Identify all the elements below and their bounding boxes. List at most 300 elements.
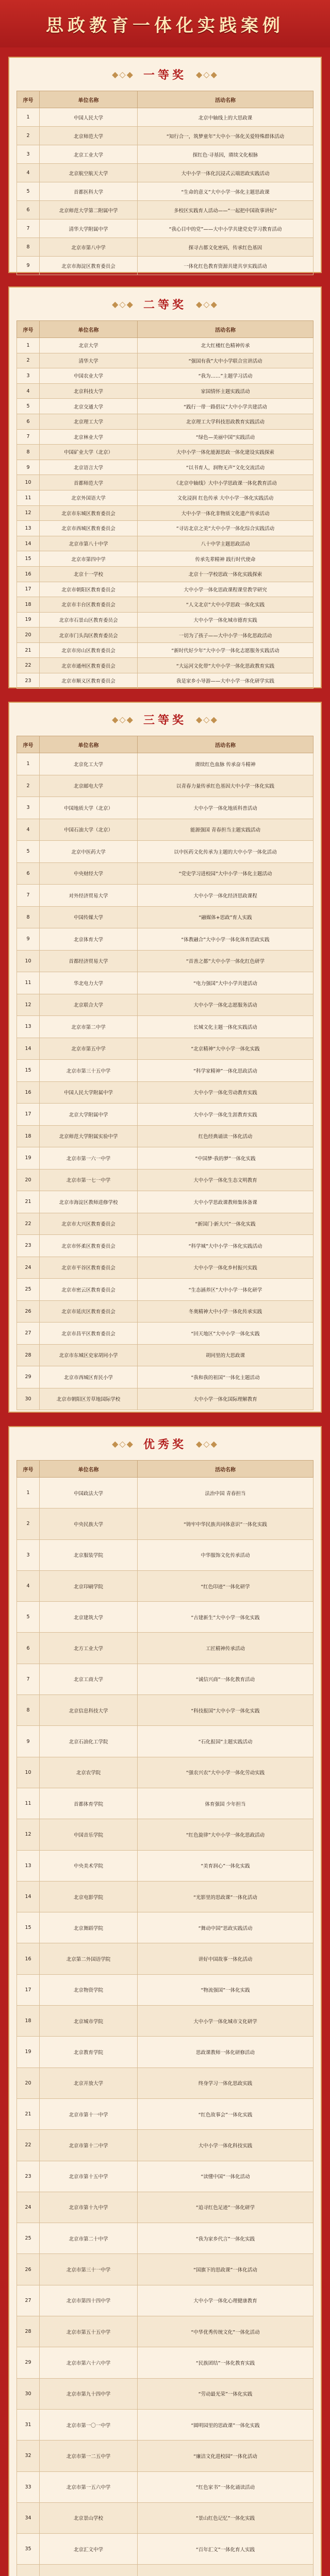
activity-name: “追寻红色足迹”一体化研学 <box>138 2192 314 2223</box>
unit-name: 北京语言大学 <box>40 460 138 475</box>
table-row <box>17 566 314 582</box>
row-index: 2 <box>17 353 40 368</box>
unit-name: 中央财经大学 <box>40 862 138 885</box>
unit-name: 北京市第六十六中学 <box>40 2347 138 2378</box>
row-index: 3 <box>17 1539 40 1570</box>
table-row <box>17 841 314 863</box>
row-index: 10 <box>17 1757 40 1788</box>
row-index: 5 <box>17 841 40 863</box>
row-index: 9 <box>17 1726 40 1757</box>
first-prize-section <box>8 57 322 273</box>
unit-name: 中央美术学院 <box>40 1850 138 1881</box>
second-prize-section <box>8 286 322 688</box>
activity-name: “廉洁文化进校园”一体化活动 <box>138 2441 314 2471</box>
section-heading <box>16 1427 314 1460</box>
activity-name: 北大红楼红色精神传承 <box>138 338 314 353</box>
unit-name: 中国传媒大学 <box>40 906 138 928</box>
table-row <box>17 505 314 521</box>
activity-name: 大中小学一体化心理健康教育 <box>138 2285 314 2316</box>
row-index: 5 <box>17 399 40 414</box>
activity-name: “电力强国”大中小学共建活动 <box>138 972 314 994</box>
activity-name: 一切为了孩子——大中小学一体化思政活动 <box>138 628 314 643</box>
unit-name: 北京开放大学 <box>40 2067 138 2098</box>
column-header-unit: 单位名称 <box>40 1461 138 1478</box>
row-index: 15 <box>17 1060 40 1082</box>
activity-name: 以青春力量传承红色基因大中小学一体化实践 <box>138 775 314 797</box>
unit-name <box>40 2565 138 2576</box>
unit-name: 北京市东城区教育委员会 <box>40 505 138 521</box>
column-header-unit: 单位名称 <box>40 91 138 108</box>
table-row <box>17 2130 314 2161</box>
table-row <box>17 2161 314 2192</box>
activity-name: “红色家书”一体化诵读活动 <box>138 2471 314 2502</box>
unit-name: 首都经济贸易大学 <box>40 950 138 972</box>
table-row <box>17 127 314 145</box>
row-index: 7 <box>17 885 40 907</box>
table-row <box>17 972 314 994</box>
row-index: 25 <box>17 2223 40 2254</box>
activity-name: “大运河文化带”大中小学一体化思政教育实践 <box>138 658 314 673</box>
table-row <box>17 1726 314 1757</box>
table-row <box>17 2006 314 2037</box>
row-index <box>17 2565 40 2576</box>
ornament-icon: ◆◇◆ <box>196 69 218 79</box>
activity-name: 大中小学思政课教师集体备课 <box>138 1191 314 1213</box>
column-header-unit: 单位名称 <box>40 736 138 753</box>
activity-name: “新国门·新大兴”一体化实践 <box>138 1213 314 1235</box>
row-index: 21 <box>17 642 40 658</box>
unit-name: 中国人民大学 <box>40 108 138 127</box>
table-row <box>17 1366 314 1388</box>
table-row <box>17 2378 314 2409</box>
unit-name: 北京景山学校 <box>40 2502 138 2533</box>
activity-name: 工匠精神传承活动 <box>138 1633 314 1664</box>
activity-name: 北京十一学校思政一体化实践探索 <box>138 566 314 582</box>
unit-name: 北京交通大学 <box>40 399 138 414</box>
table-row <box>17 2502 314 2533</box>
row-index: 13 <box>17 1016 40 1038</box>
table-row <box>17 753 314 775</box>
row-index: 8 <box>17 906 40 928</box>
row-index: 14 <box>17 536 40 551</box>
row-index: 15 <box>17 1912 40 1943</box>
ornament-icon: ◆◇◆ <box>196 714 218 724</box>
row-index: 17 <box>17 1104 40 1126</box>
row-index: 2 <box>17 775 40 797</box>
table-row <box>17 1344 314 1366</box>
unit-name: 北京市第十五中学 <box>40 2161 138 2192</box>
unit-name: 北京市海淀区教师进修学校 <box>40 1191 138 1213</box>
table-row <box>17 2098 314 2129</box>
table-row <box>17 1633 314 1664</box>
row-index: 2 <box>17 127 40 145</box>
title-banner <box>0 0 330 47</box>
unit-name: 北京教育学院 <box>40 2037 138 2067</box>
row-index: 28 <box>17 2316 40 2347</box>
unit-name: 北京市顺义区教育委员会 <box>40 673 138 689</box>
activity-name: “我为家乡代言”一体化实践 <box>138 2223 314 2254</box>
unit-name: 北京市第五十五中学 <box>40 2316 138 2347</box>
column-header-index: 序号 <box>17 736 40 753</box>
table-row <box>17 145 314 164</box>
unit-name: 北京师范大学第二附属中学 <box>40 201 138 219</box>
row-index: 17 <box>17 1974 40 2005</box>
activity-name: “科学城”大中小学一体化实践活动 <box>138 1235 314 1257</box>
table-row <box>17 383 314 399</box>
table-row <box>17 551 314 567</box>
table-row <box>17 1695 314 1726</box>
section-heading <box>16 287 314 320</box>
unit-name: 北京市第三十一中学 <box>40 2254 138 2285</box>
activity-name: “景山红色记忆”一体化实践 <box>138 2502 314 2533</box>
unit-name: 北京理工大学 <box>40 414 138 429</box>
unit-name: 北京工业大学 <box>40 145 138 164</box>
activity-name: “中华优秀传统文化”一体化活动 <box>138 2316 314 2347</box>
table-row <box>17 906 314 928</box>
section-heading <box>16 703 314 736</box>
activity-name: 探红色·寻基因，赓续文化根脉 <box>138 145 314 164</box>
row-index: 1 <box>17 108 40 127</box>
unit-name: 北京市平谷区教育委员会 <box>40 1257 138 1279</box>
table-row <box>17 536 314 551</box>
row-index: 13 <box>17 521 40 536</box>
table-row <box>17 338 314 353</box>
table-row <box>17 460 314 475</box>
row-index: 1 <box>17 1478 40 1509</box>
table-row <box>17 1478 314 1509</box>
activity-name: 大中小学一体化地质科普活动 <box>138 797 314 819</box>
activity-name: 能源强国 青春担当主题实践活动 <box>138 819 314 841</box>
table-row <box>17 612 314 628</box>
row-index: 2 <box>17 1509 40 1539</box>
table-row <box>17 1912 314 1943</box>
table-row <box>17 2534 314 2565</box>
table-row <box>17 368 314 384</box>
table-row <box>17 1169 314 1191</box>
activity-name: 赓续红色血脉 传承奋斗精神 <box>138 753 314 775</box>
unit-name: 北京汇文中学 <box>40 2534 138 2565</box>
activity-name: “生态涵养区”大中小学一体化研学 <box>138 1279 314 1301</box>
unit-name: 北京外国语大学 <box>40 490 138 505</box>
table-row <box>17 928 314 951</box>
table-row <box>17 628 314 643</box>
row-index: 5 <box>17 1602 40 1633</box>
unit-name: 北京市门头沟区教育委员会 <box>40 628 138 643</box>
table-row <box>17 994 314 1016</box>
row-index: 8 <box>17 238 40 257</box>
unit-name: 北京市第五中学 <box>40 1038 138 1060</box>
table-row <box>17 1191 314 1213</box>
row-index: 18 <box>17 597 40 613</box>
unit-name: 中国矿业大学（北京） <box>40 445 138 460</box>
unit-name: 中国地质大学（北京） <box>40 797 138 819</box>
unit-name: 北京化工大学 <box>40 753 138 775</box>
row-index: 22 <box>17 1213 40 1235</box>
activity-name: 大中小学一体化乡村振兴实践 <box>138 1257 314 1279</box>
table-row <box>17 1388 314 1410</box>
activity-name: 大中小学一体化能源思政一体化建设实践探索 <box>138 445 314 460</box>
unit-name: 北京市朝阳区教育委员会 <box>40 582 138 597</box>
unit-name: 北京市第一二五中学 <box>40 2441 138 2471</box>
activity-name: 体育强国 少年担当 <box>138 1788 314 1819</box>
row-index: 20 <box>17 1169 40 1191</box>
unit-name: 北京电影学院 <box>40 1881 138 1912</box>
activity-name: 大中小学一体化生态文明教育 <box>138 1169 314 1191</box>
row-index: 19 <box>17 2037 40 2067</box>
unit-name: 北京林业大学 <box>40 429 138 445</box>
unit-name: 清华大学附属中学 <box>40 219 138 238</box>
unit-name: 北京物资学院 <box>40 1974 138 2005</box>
unit-name: 北京市第八十中学 <box>40 536 138 551</box>
activity-name: 北京理工大学科技思政教育实践活动 <box>138 414 314 429</box>
table-row <box>17 1664 314 1694</box>
row-index: 23 <box>17 673 40 689</box>
row-index: 18 <box>17 1125 40 1147</box>
unit-name: 首都医科大学 <box>40 182 138 201</box>
table-row <box>17 1147 314 1170</box>
activity-name: “石化报国”主题实践活动 <box>138 1726 314 1757</box>
activity-name: “舞动中国”思政实践活动 <box>138 1912 314 1943</box>
activity-name: “以书育人，润物无声”文化交流活动 <box>138 460 314 475</box>
row-index: 35 <box>17 2534 40 2565</box>
unit-name: 北京邮电大学 <box>40 775 138 797</box>
activity-name: 以中医药文化传承为主题的大中小学一体化活动 <box>138 841 314 863</box>
table-row <box>17 819 314 841</box>
row-index: 9 <box>17 460 40 475</box>
activity-name: 红色经典诵读一体化活动 <box>138 1125 314 1147</box>
row-index: 9 <box>17 928 40 951</box>
activity-name: 长城文化主题一体化实践活动 <box>138 1016 314 1038</box>
row-index: 8 <box>17 445 40 460</box>
unit-name: 北京大学附属中学 <box>40 1104 138 1126</box>
column-header-index: 序号 <box>17 91 40 108</box>
table-row <box>17 257 314 275</box>
unit-name: 北京市丰台区教育委员会 <box>40 597 138 613</box>
column-header-unit: 单位名称 <box>40 321 138 338</box>
unit-name: 北京大学 <box>40 338 138 353</box>
unit-name: 北京农学院 <box>40 1757 138 1788</box>
activity-name: “绿色—美丽中国”实践活动 <box>138 429 314 445</box>
row-index: 4 <box>17 819 40 841</box>
table-row <box>17 642 314 658</box>
table-row <box>17 429 314 445</box>
activity-name: “党史学习进校园”大中小学一体化主题活动 <box>138 862 314 885</box>
activity-name: 家国情怀主题实践活动 <box>138 383 314 399</box>
ornament-icon: ◆◇◆ <box>112 299 134 309</box>
unit-name: 中国音乐学院 <box>40 1819 138 1850</box>
ornament-icon: ◆◇◆ <box>196 299 218 309</box>
activity-name: “百年汇文”一体化育人实践 <box>138 2534 314 2565</box>
table-row <box>17 2316 314 2347</box>
unit-name: 北京市第九十四中学 <box>40 2378 138 2409</box>
activity-name: 大中小学一体化生涯教育实践 <box>138 1104 314 1126</box>
table-row <box>17 1788 314 1819</box>
unit-name: 北京科技大学 <box>40 383 138 399</box>
row-index: 6 <box>17 201 40 219</box>
unit-name: 北京市昌平区教育委员会 <box>40 1323 138 1345</box>
table-row <box>17 414 314 429</box>
activity-name: 大中小学一体化非物质文化遗产传承活动 <box>138 505 314 521</box>
table-header <box>17 91 314 108</box>
activity-name: 讲好中国故事一体化活动 <box>138 1943 314 1974</box>
table-row <box>17 1060 314 1082</box>
row-index: 21 <box>17 1191 40 1213</box>
activity-name: “践行一带一路倡议”大中小学共建活动 <box>138 399 314 414</box>
unit-name: 北京十一学校 <box>40 566 138 582</box>
table-row <box>17 353 314 368</box>
table-row <box>17 1974 314 2005</box>
table-row <box>17 182 314 201</box>
table-row <box>17 775 314 797</box>
activity-name: 探寻古都文化密码，传承红色基因 <box>138 238 314 257</box>
table-header <box>17 321 314 338</box>
table-row <box>17 238 314 257</box>
row-index: 3 <box>17 368 40 384</box>
unit-name: 北京城市学院 <box>40 2006 138 2037</box>
table-row <box>17 521 314 536</box>
unit-name: 对外经济贸易大学 <box>40 885 138 907</box>
table-row <box>17 1323 314 1345</box>
ornament-icon: ◆◇◆ <box>112 1438 134 1449</box>
row-index: 27 <box>17 2285 40 2316</box>
activity-name: “我为……”主题学习活动 <box>138 368 314 384</box>
unit-name: 北京市第一〇一中学 <box>40 2409 138 2440</box>
row-index: 11 <box>17 490 40 505</box>
unit-name: 北京第二外国语学院 <box>40 1943 138 1974</box>
activity-name: 我是家乡小导游——大中小学一体化研学实践 <box>138 673 314 689</box>
row-index: 4 <box>17 383 40 399</box>
row-index: 22 <box>17 658 40 673</box>
activity-name: “美育润心”一体化实践 <box>138 1850 314 1881</box>
unit-name: 北京市西城区育民小学 <box>40 1366 138 1388</box>
row-index: 10 <box>17 475 40 490</box>
unit-name: 北京市朝阳区芳草地国际学校 <box>40 1388 138 1410</box>
table-row <box>17 2067 314 2098</box>
activity-name: “物流强国”一体化实践 <box>138 1974 314 2005</box>
activity-name: 大中小学一体化国际理解教育 <box>138 1388 314 1410</box>
unit-name: 中国石油大学（北京） <box>40 819 138 841</box>
activity-name: “国旗下的思政课”一体化活动 <box>138 2254 314 2285</box>
table-row <box>17 399 314 414</box>
row-index: 9 <box>17 257 40 275</box>
row-index: 22 <box>17 2130 40 2161</box>
row-index: 16 <box>17 1081 40 1104</box>
row-index: 1 <box>17 338 40 353</box>
table-row <box>17 797 314 819</box>
table-row <box>17 862 314 885</box>
row-index: 7 <box>17 1664 40 1694</box>
row-index: 7 <box>17 429 40 445</box>
activity-name: 中华服饰文化传承活动 <box>138 1539 314 1570</box>
row-index: 26 <box>17 1300 40 1323</box>
row-index: 11 <box>17 1788 40 1819</box>
row-index: 28 <box>17 1344 40 1366</box>
table-row <box>17 2409 314 2440</box>
row-index: 11 <box>17 972 40 994</box>
row-index: 29 <box>17 1366 40 1388</box>
section-title: 二等奖 <box>143 298 187 312</box>
unit-name: 北京市房山区教育委员会 <box>40 642 138 658</box>
activity-name: 大中小学一体化志愿服务活动 <box>138 994 314 1016</box>
unit-name: 北京工商大学 <box>40 1664 138 1694</box>
table-row <box>17 1279 314 1301</box>
activity-name: 北京中轴线上的大思政课 <box>138 108 314 127</box>
table-header <box>17 736 314 753</box>
activity-name: “我心目中的党”——大中小学共建党史学习教育活动 <box>138 219 314 238</box>
award-table <box>16 320 314 689</box>
activity-name: 传承先辈精神 践行时代使命 <box>138 551 314 567</box>
column-header-index: 序号 <box>17 321 40 338</box>
activity-name: 大中小学一体化劳动教育实践 <box>138 1081 314 1104</box>
table-row <box>17 1570 314 1601</box>
row-index: 26 <box>17 2254 40 2285</box>
table-row <box>17 1881 314 1912</box>
row-index: 33 <box>17 2471 40 2502</box>
table-row <box>17 1300 314 1323</box>
table-row <box>17 2471 314 2502</box>
unit-name: 北京服装学院 <box>40 1539 138 1570</box>
row-index: 12 <box>17 505 40 521</box>
table-row <box>17 2037 314 2067</box>
row-index: 14 <box>17 1881 40 1912</box>
activity-name: “融媒体+思政”育人实践 <box>138 906 314 928</box>
unit-name: 北京市通州区教育委员会 <box>40 658 138 673</box>
table-row <box>17 108 314 127</box>
table-row <box>17 950 314 972</box>
row-index: 6 <box>17 862 40 885</box>
table-row <box>17 2441 314 2471</box>
table-row <box>17 1104 314 1126</box>
row-index: 1 <box>17 753 40 775</box>
row-index: 16 <box>17 566 40 582</box>
unit-name: 北京市海淀区教育委员会 <box>40 257 138 275</box>
table-row <box>17 219 314 238</box>
row-index: 5 <box>17 182 40 201</box>
activity-name: “圆明园里的思政课”一体化实践 <box>138 2409 314 2440</box>
unit-name: 首都师范大学 <box>40 475 138 490</box>
row-index: 7 <box>17 219 40 238</box>
activity-name: 一体化红色教育资源共建共享实践活动 <box>138 257 314 275</box>
section-heading <box>16 58 314 91</box>
activity-name: 文化浸润 红色传承 大中小学一体化实践活动 <box>138 490 314 505</box>
activity-name: “科技报国”大中小学一体化实践 <box>138 1695 314 1726</box>
unit-name: 北京市第十二中学 <box>40 2130 138 2161</box>
table-row <box>17 1757 314 1788</box>
table-row <box>17 1943 314 1974</box>
activity-name: 大中小学一体化思政课程课堂教学研究 <box>138 582 314 597</box>
activity-name: “民族团结”一体化教育实践 <box>138 2347 314 2378</box>
activity-name: “古建新生”大中小学一体化实践 <box>138 1602 314 1633</box>
row-index: 21 <box>17 2098 40 2129</box>
third-prize-section <box>8 702 322 1413</box>
row-index: 6 <box>17 414 40 429</box>
unit-name: 北京市第二中学 <box>40 1016 138 1038</box>
table-row <box>17 2285 314 2316</box>
table-row <box>17 673 314 689</box>
activity-name: “知行合一，筑梦童年”大中小一体化关爱特殊群体活动 <box>138 127 314 145</box>
activity-name: “诚信兴商”一体化教育活动 <box>138 1664 314 1694</box>
activity-name: 大中小学一体化城市文化研学 <box>138 2006 314 2037</box>
unit-name: 北京市西城区教育委员会 <box>40 521 138 536</box>
row-index: 13 <box>17 1850 40 1881</box>
activity-name: “科学家精神”一体化思政活动 <box>138 1060 314 1082</box>
activity-name: “我和我的祖国”一体化主题活动 <box>138 1366 314 1388</box>
unit-name: 北京印刷学院 <box>40 1570 138 1601</box>
table-row <box>17 2565 314 2576</box>
activity-name: 法治中国 青春担当 <box>138 1478 314 1509</box>
unit-name: 北京市大兴区教育委员会 <box>40 1213 138 1235</box>
row-index: 10 <box>17 950 40 972</box>
